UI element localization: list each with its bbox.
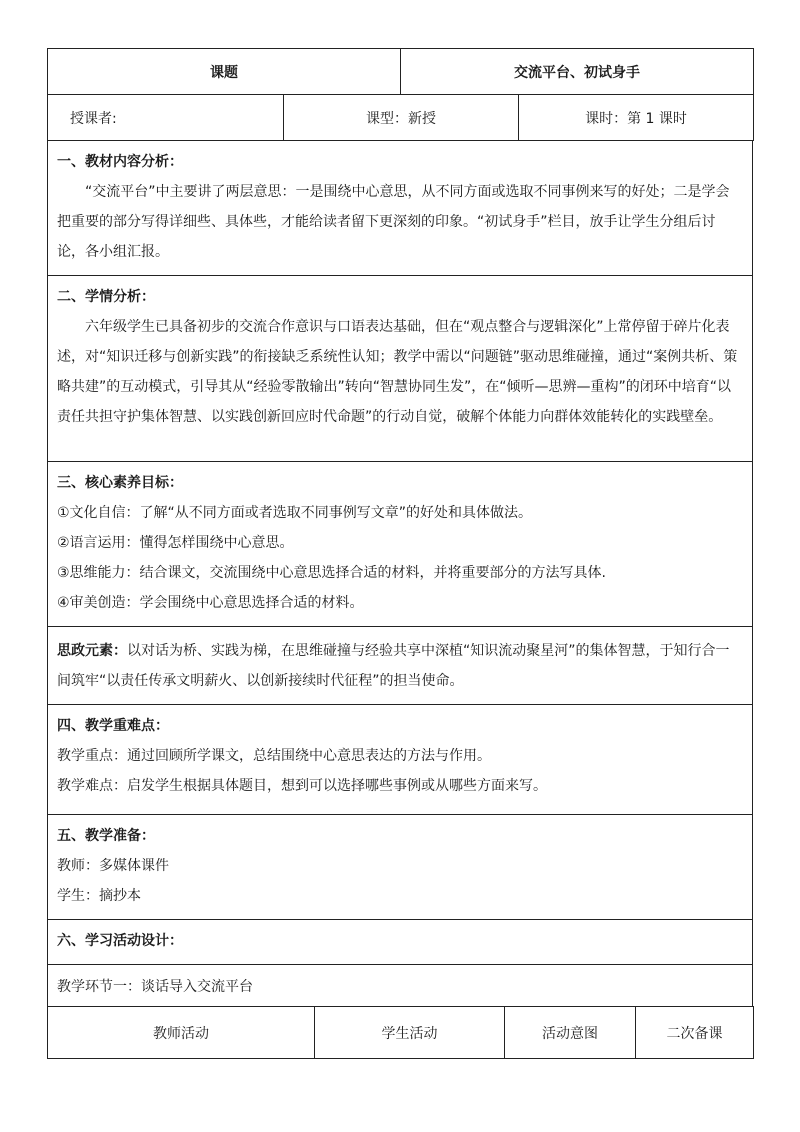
ideology-body: 以对话为桥、实践为梯，在思维碰撞与经验共享中深植“知识流动聚星河”的集体智慧，于知行合一间筑牢“以责任传承文明薪火、以创新接续时代征程”的担当使命。	[57, 643, 730, 689]
col-student-activity: 学生活动	[315, 1007, 505, 1059]
goal-item: ③思维能力：结合课文，交流围绕中心意思选择合适的材料，并将重要部分的方法写具体.	[57, 565, 606, 581]
activity-header-table	[47, 1006, 754, 1059]
lesson-plan-table	[47, 48, 754, 95]
goal-item: ①文化自信：了解“从不同方面或者选取不同事例写文章”的好处和具体做法。	[57, 505, 533, 521]
keypoints-title: 四、教学重难点：	[57, 718, 169, 734]
prep-title: 五、教学准备：	[57, 828, 155, 844]
col-activity-intent: 活动意图	[505, 1007, 636, 1059]
topic-value: 交流平台、初试身手	[401, 49, 754, 95]
sections-table	[47, 140, 753, 1007]
goal-item: ②语言运用：懂得怎样围绕中心意思。	[57, 535, 294, 551]
materials-body: “交流平台”中主要讲了两层意思：一是围绕中心意思，从不同方面或选取不同事例来写的好处；二是学会把重要的部分写得详细些、具体些，才能给读者留下更深刻的印象。“初试身手”栏目，放手让学生分组后讨论，各小组汇报。	[57, 184, 730, 260]
students-section	[48, 276, 753, 462]
prep-item: 学生：摘抄本	[57, 888, 141, 904]
students-body: 六年级学生已具备初步的交流合作意识与口语表达基础，但在“观点整合与逻辑深化”上常停留于碎片化表述，对“知识迁移与创新实践”的衔接缺乏系统性认知；教学中需以“问题链”驱动思维碰撞，通过“案例共析、策略共建”的互动模式，引导其从“经验零散输出”转向“智慧协同生发”，在“倾听—思辨—重构”的闭环中培育“以责任共担守护集体智慧、以实践创新回应时代命题”的行动自觉，破解个体能力向群体效能转化的实践壁垒。	[57, 319, 738, 425]
col-second-prep: 二次备课	[636, 1007, 754, 1059]
prep-section	[48, 815, 753, 920]
activity-section	[48, 920, 753, 965]
materials-title: 一、教材内容分析：	[57, 154, 183, 170]
teacher-label: 授课者:	[48, 95, 284, 141]
goals-section	[48, 462, 753, 627]
goal-item: ④审美创造：学会围绕中心意思选择合适的材料。	[57, 595, 364, 611]
activity-title: 六、学习活动设计：	[57, 933, 183, 949]
keypoint-item: 教学重点：通过回顾所学课文，总结围绕中心意思表达的方法与作用。	[57, 748, 491, 764]
step1-text: 教学环节一：谈话导入交流平台	[48, 965, 753, 1007]
keypoints-section	[48, 705, 753, 815]
prep-item: 教师：多媒体课件	[57, 858, 169, 874]
topic-row	[48, 49, 754, 95]
step1-row	[48, 965, 753, 1007]
meta-row	[48, 95, 754, 141]
lesson-type: 课型：新授	[284, 95, 519, 141]
meta-row-table	[47, 94, 754, 141]
activity-header-row	[48, 1007, 754, 1059]
lesson-time: 课时：第 1 课时	[519, 95, 754, 141]
students-title: 二、学情分析：	[57, 289, 155, 305]
ideology-section	[48, 627, 753, 705]
keypoint-item: 教学难点：启发学生根据具体题目，想到可以选择哪些事例或从哪些方面来写。	[57, 778, 547, 794]
topic-label: 课题	[48, 49, 401, 95]
col-teacher-activity: 教师活动	[48, 1007, 315, 1059]
lesson-plan-document	[47, 48, 753, 1059]
goals-title: 三、核心素养目标：	[57, 475, 183, 491]
ideology-label: 思政元素：	[57, 643, 127, 659]
materials-section	[48, 141, 753, 276]
